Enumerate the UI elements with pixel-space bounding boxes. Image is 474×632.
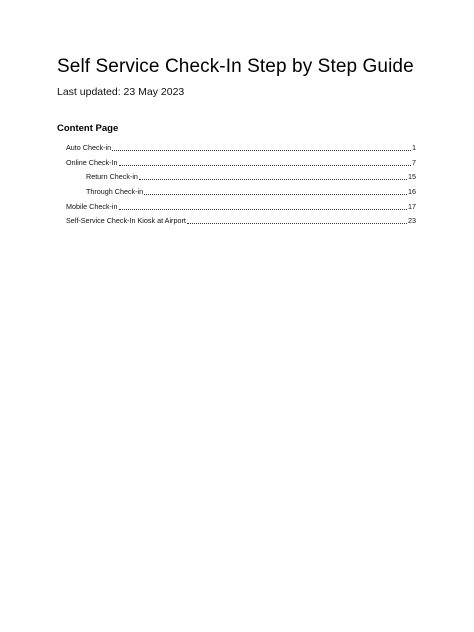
toc-entry-label: Auto Check-in [66, 143, 112, 152]
toc-entry-label: Online Check-In [66, 158, 118, 167]
toc-page-number: 7 [412, 158, 416, 167]
toc-entry-online-check-in[interactable] [66, 158, 416, 168]
toc-entry-auto-check-in[interactable] [66, 143, 416, 153]
toc-dot-leader [119, 209, 407, 210]
toc-entry-label: Return Check-in [86, 172, 138, 181]
toc-heading: Content Page [57, 123, 119, 134]
toc-page-number: 16 [408, 187, 416, 196]
toc-page-number: 17 [408, 202, 416, 211]
document-title: Self Service Check-In Step by Step Guide [57, 56, 414, 77]
toc-dot-leader [119, 165, 411, 166]
toc-page-number: 23 [408, 216, 416, 225]
toc-entry-label: Mobile Check-in [66, 202, 118, 211]
toc-entry-label: Through Check-in [86, 187, 144, 196]
toc-entry-label: Self-Service Check-In Kiosk at Airport [66, 216, 186, 225]
toc-entry-through-check-in[interactable] [86, 187, 416, 197]
toc-entry-kiosk-check-in[interactable] [66, 216, 416, 226]
last-updated-text: Last updated: 23 May 2023 [57, 86, 185, 98]
toc-page-number: 15 [408, 172, 416, 181]
toc-entry-return-check-in[interactable] [86, 172, 416, 182]
toc-dot-leader [139, 179, 407, 180]
toc-dot-leader [187, 223, 407, 224]
toc-dot-leader [112, 150, 411, 151]
toc-dot-leader [144, 194, 407, 195]
toc-entry-mobile-check-in[interactable] [66, 202, 416, 212]
toc-page-number: 1 [412, 143, 416, 152]
